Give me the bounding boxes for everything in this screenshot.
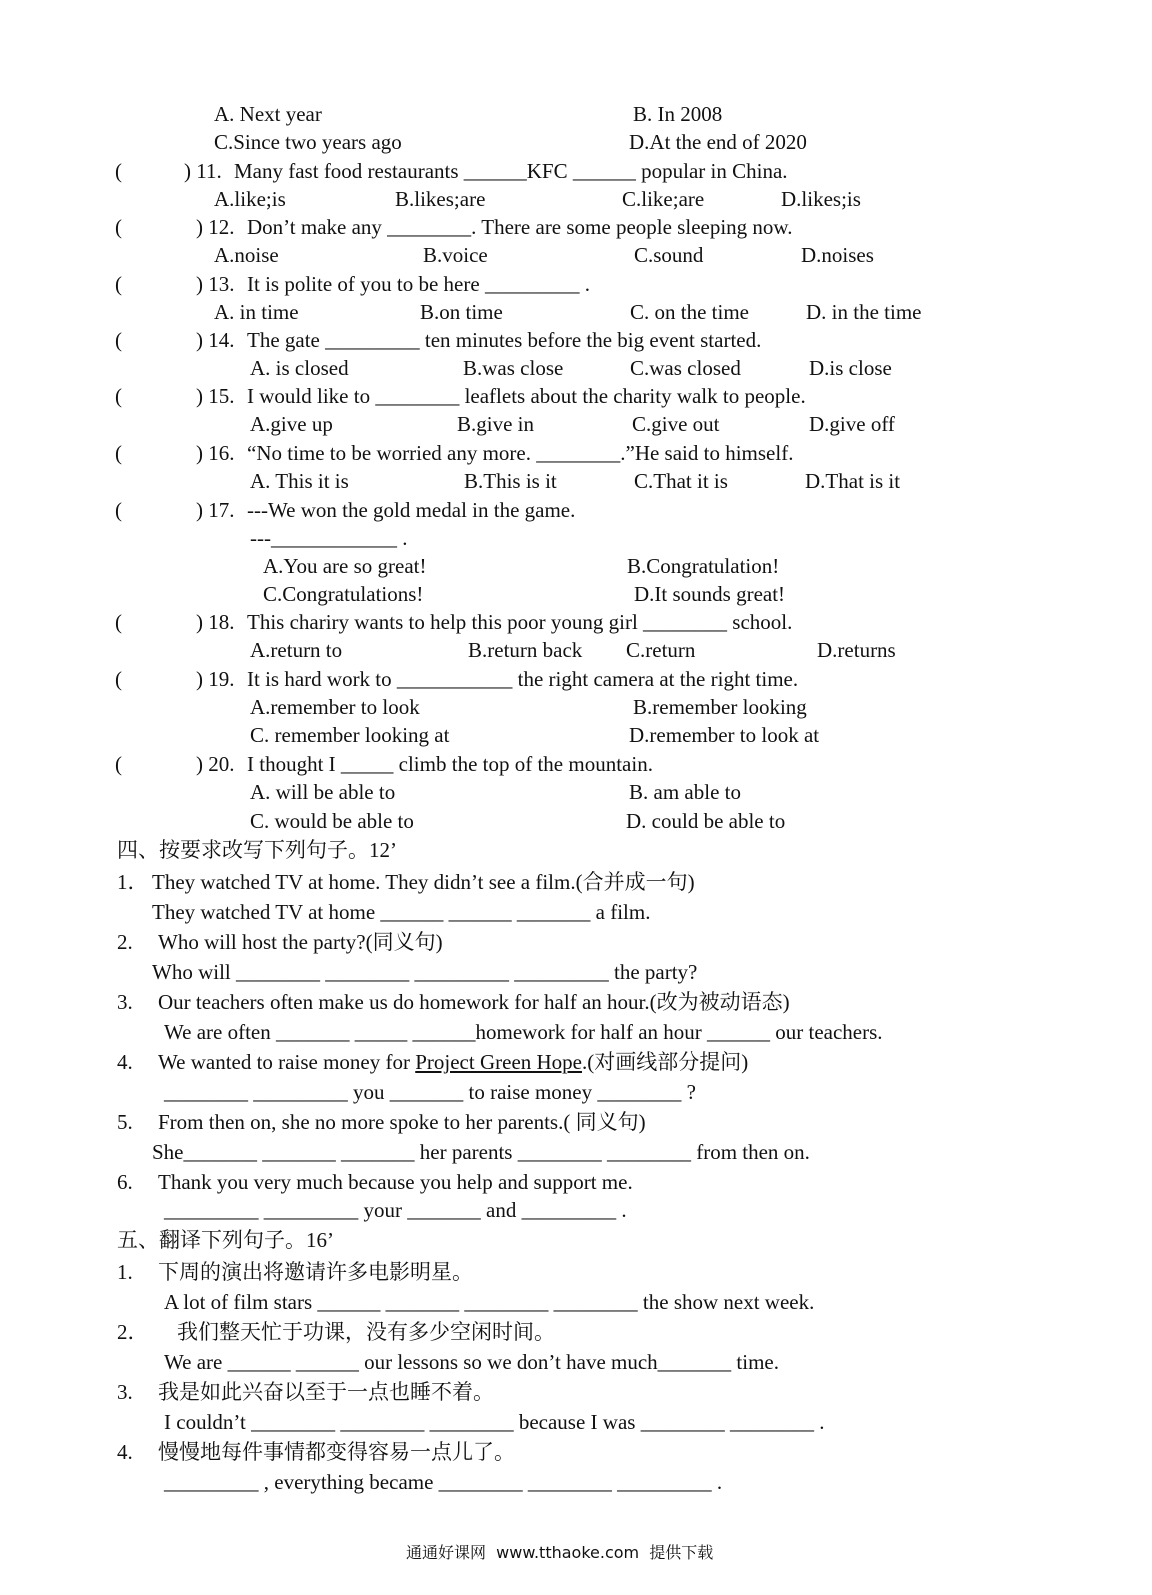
q20-option-c: C. would be able to xyxy=(250,809,414,833)
q11-option-c: C.like;are xyxy=(622,187,705,211)
q13-stem: It is polite of you to be here _________ . xyxy=(247,272,590,296)
s5-item-2-answer-blank: _______ xyxy=(657,1350,732,1374)
q18-option-d: D.returns xyxy=(817,638,896,662)
q12-stem: Don’t make any ________. There are some people sleeping now. xyxy=(247,215,793,239)
q15-option-a: A.give up xyxy=(250,412,333,436)
s4-item-5-number: 5. xyxy=(117,1110,133,1134)
s5-item-2-question: 我们整天忙于功课，没有多少空闲时间。 xyxy=(177,1320,555,1344)
s5-item-3-number: 3. xyxy=(117,1380,133,1404)
q17-option-a: A.You are so great! xyxy=(263,554,427,578)
q19-number: ) 19. xyxy=(196,667,235,691)
q12-option-a: A.noise xyxy=(214,243,279,267)
q11-option-d: D.likes;is xyxy=(781,187,861,211)
q13-option-c: C. on the time xyxy=(630,300,749,324)
q13-number: ) 13. xyxy=(196,272,235,296)
q19-stem: It is hard work to ___________ the right camera at the right time. xyxy=(247,667,799,691)
s4-item-3-question: Our teachers often make us do homework for half an hour.(改为被动语态) xyxy=(158,990,790,1014)
q16-option-a: A. This it is xyxy=(250,469,349,493)
q19-option-b: B.remember looking xyxy=(633,695,807,719)
q12-option-d: D.noises xyxy=(801,243,874,267)
s4-item-6-question: Thank you very much because you help and support me. xyxy=(158,1170,633,1194)
page-footer: 通通好课网 www.tthaoke.com 提供下载 xyxy=(406,1543,714,1562)
q11-option-b: B.likes;are xyxy=(395,187,486,211)
q17-paren: ( xyxy=(115,498,122,522)
s5-item-3-answer: I couldn’t ________ ________ ________ because I was ________ ________ . xyxy=(164,1410,825,1434)
q16-paren: ( xyxy=(115,441,122,465)
q17-option-d: D.It sounds great! xyxy=(634,582,786,606)
s5-item-2-number: 2． xyxy=(117,1320,149,1344)
s4-item-5-question: From then on, she no more spoke to her parents.( 同义句) xyxy=(158,1110,646,1134)
q17-number: ) 17. xyxy=(196,498,235,522)
s5-item-1-question: 下周的演出将邀请许多电影明星。 xyxy=(158,1260,473,1284)
q18-option-c: C.return xyxy=(626,638,696,662)
q19-option-a: A.remember to look xyxy=(250,695,420,719)
q10-option-b: B. In 2008 xyxy=(633,102,723,126)
q20-stem: I thought I _____ climb the top of the mountain. xyxy=(247,752,653,776)
s4-item-4-question-pre: We wanted to raise money for xyxy=(158,1050,416,1074)
s5-item-1-number: 1. xyxy=(117,1260,133,1284)
q16-option-b: B.This is it xyxy=(464,469,557,493)
s4-item-4-question xyxy=(158,1052,748,1073)
q14-number: ) 14. xyxy=(196,328,235,352)
q11-paren: ( xyxy=(115,159,122,183)
q13-option-b: B.on time xyxy=(420,300,503,324)
q15-stem: I would like to ________ leaflets about the charity walk to people. xyxy=(247,384,806,408)
q15-option-b: B.give in xyxy=(457,412,534,436)
q15-paren: ( xyxy=(115,384,122,408)
q16-stem: “No time to be worried any more. ________.”He said to himself. xyxy=(247,441,794,465)
q11-option-a: A.like;is xyxy=(214,187,286,211)
q14-option-c: C.was closed xyxy=(630,356,741,380)
s5-item-4-question: 慢慢地每件事情都变得容易一点儿了。 xyxy=(158,1440,515,1464)
q11-stem: Many fast food restaurants ______KFC ______ popular in China. xyxy=(234,159,788,183)
q18-option-a: A.return to xyxy=(250,638,343,662)
s5-item-4-answer: _________ , everything became ________ ________ _________ . xyxy=(164,1470,723,1494)
section-4-title: 四、按要求改写下列句子。12’ xyxy=(117,838,397,862)
q16-number: ) 16. xyxy=(196,441,235,465)
q17-reply-line: ---____________ . xyxy=(250,526,408,550)
q18-option-b: B.return back xyxy=(468,638,583,662)
s4-item-2-question: Who will host the party?(同义句) xyxy=(158,930,443,954)
q20-option-b: B. am able to xyxy=(629,780,741,804)
s5-item-4-number: 4. xyxy=(117,1440,133,1464)
q17-stem: ---We won the gold medal in the game. xyxy=(247,498,576,522)
q10-option-c: C.Since two years ago xyxy=(214,130,402,154)
q19-option-c: C. remember looking at xyxy=(250,723,450,747)
q14-option-b: B.was close xyxy=(463,356,564,380)
s4-item-4-number: 4. xyxy=(117,1050,133,1074)
s4-item-4-question-post: .(对画线部分提问) xyxy=(582,1050,749,1074)
q14-option-a: A. is closed xyxy=(250,356,349,380)
q16-option-c: C.That it is xyxy=(634,469,728,493)
s4-item-6-number: 6. xyxy=(117,1170,133,1194)
q15-option-d: D.give off xyxy=(809,412,895,436)
q14-paren: ( xyxy=(115,328,122,352)
q12-option-c: C.sound xyxy=(634,243,704,267)
s4-item-1-answer: They watched TV at home ______ ______ _______ a film. xyxy=(152,900,651,924)
q16-option-d: D.That is it xyxy=(805,469,901,493)
q18-paren: ( xyxy=(115,610,122,634)
s4-item-1-question: They watched TV at home. They didn’t see a film.(合并成一句) xyxy=(152,870,695,894)
q11-number: ) 11. xyxy=(184,159,222,183)
s4-item-2-number: 2. xyxy=(117,930,133,954)
s4-item-5-answer: She_______ _______ _______ her parents ________ ________ from then on. xyxy=(152,1140,810,1164)
q13-paren: ( xyxy=(115,272,122,296)
s5-item-2-answer-post: time. xyxy=(731,1350,779,1374)
s5-item-1-answer: A lot of film stars ______ _______ ________ ________ the show next week. xyxy=(164,1290,815,1314)
s4-item-4-underlined: Project Green Hope xyxy=(415,1050,583,1074)
q17-option-c: C.Congratulations! xyxy=(263,582,424,606)
s4-item-3-answer: We are often _______ _____ ______homework for half an hour ______ our teachers. xyxy=(164,1020,883,1044)
s4-item-3-number: 3. xyxy=(117,990,133,1014)
q19-option-d: D.remember to look at xyxy=(629,723,820,747)
q20-paren: ( xyxy=(115,752,122,776)
q18-number: ) 18. xyxy=(196,610,235,634)
q12-number: ) 12. xyxy=(196,215,235,239)
s5-item-2-answer xyxy=(164,1352,779,1373)
q18-stem: This chariry wants to help this poor young girl ________ school. xyxy=(247,610,793,634)
s4-item-4-answer: ________ _________ you _______ to raise money ________ ? xyxy=(164,1080,696,1104)
q12-option-b: B.voice xyxy=(423,243,488,267)
q13-option-d: D. in the time xyxy=(806,300,922,324)
q19-paren: ( xyxy=(115,667,122,691)
q15-option-c: C.give out xyxy=(632,412,720,436)
q10-option-a: A. Next year xyxy=(214,102,322,126)
q10-option-d: D.At the end of 2020 xyxy=(629,130,807,154)
q17-option-b: B.Congratulation! xyxy=(627,554,780,578)
s4-item-1-number: 1． xyxy=(117,870,149,894)
q15-number: ) 15. xyxy=(196,384,235,408)
q20-option-d: D. could be able to xyxy=(626,809,786,833)
s5-item-3-question: 我是如此兴奋以至于一点也睡不着。 xyxy=(158,1380,494,1404)
q14-option-d: D.is close xyxy=(809,356,892,380)
s5-item-2-answer-pre: We are ______ ______ our lessons so we don’t have much xyxy=(164,1350,658,1374)
q13-option-a: A. in time xyxy=(214,300,299,324)
q12-paren: ( xyxy=(115,215,122,239)
s4-item-6-answer: _________ _________ your _______ and _________ . xyxy=(164,1198,627,1222)
s4-item-2-answer: Who will ________ ________ _________ _________ the party? xyxy=(152,960,698,984)
q14-stem: The gate _________ ten minutes before the big event started. xyxy=(247,328,762,352)
section-5-title: 五、翻译下列句子。16’ xyxy=(117,1228,334,1252)
q20-number: ) 20. xyxy=(196,752,235,776)
q20-option-a: A. will be able to xyxy=(250,780,396,804)
